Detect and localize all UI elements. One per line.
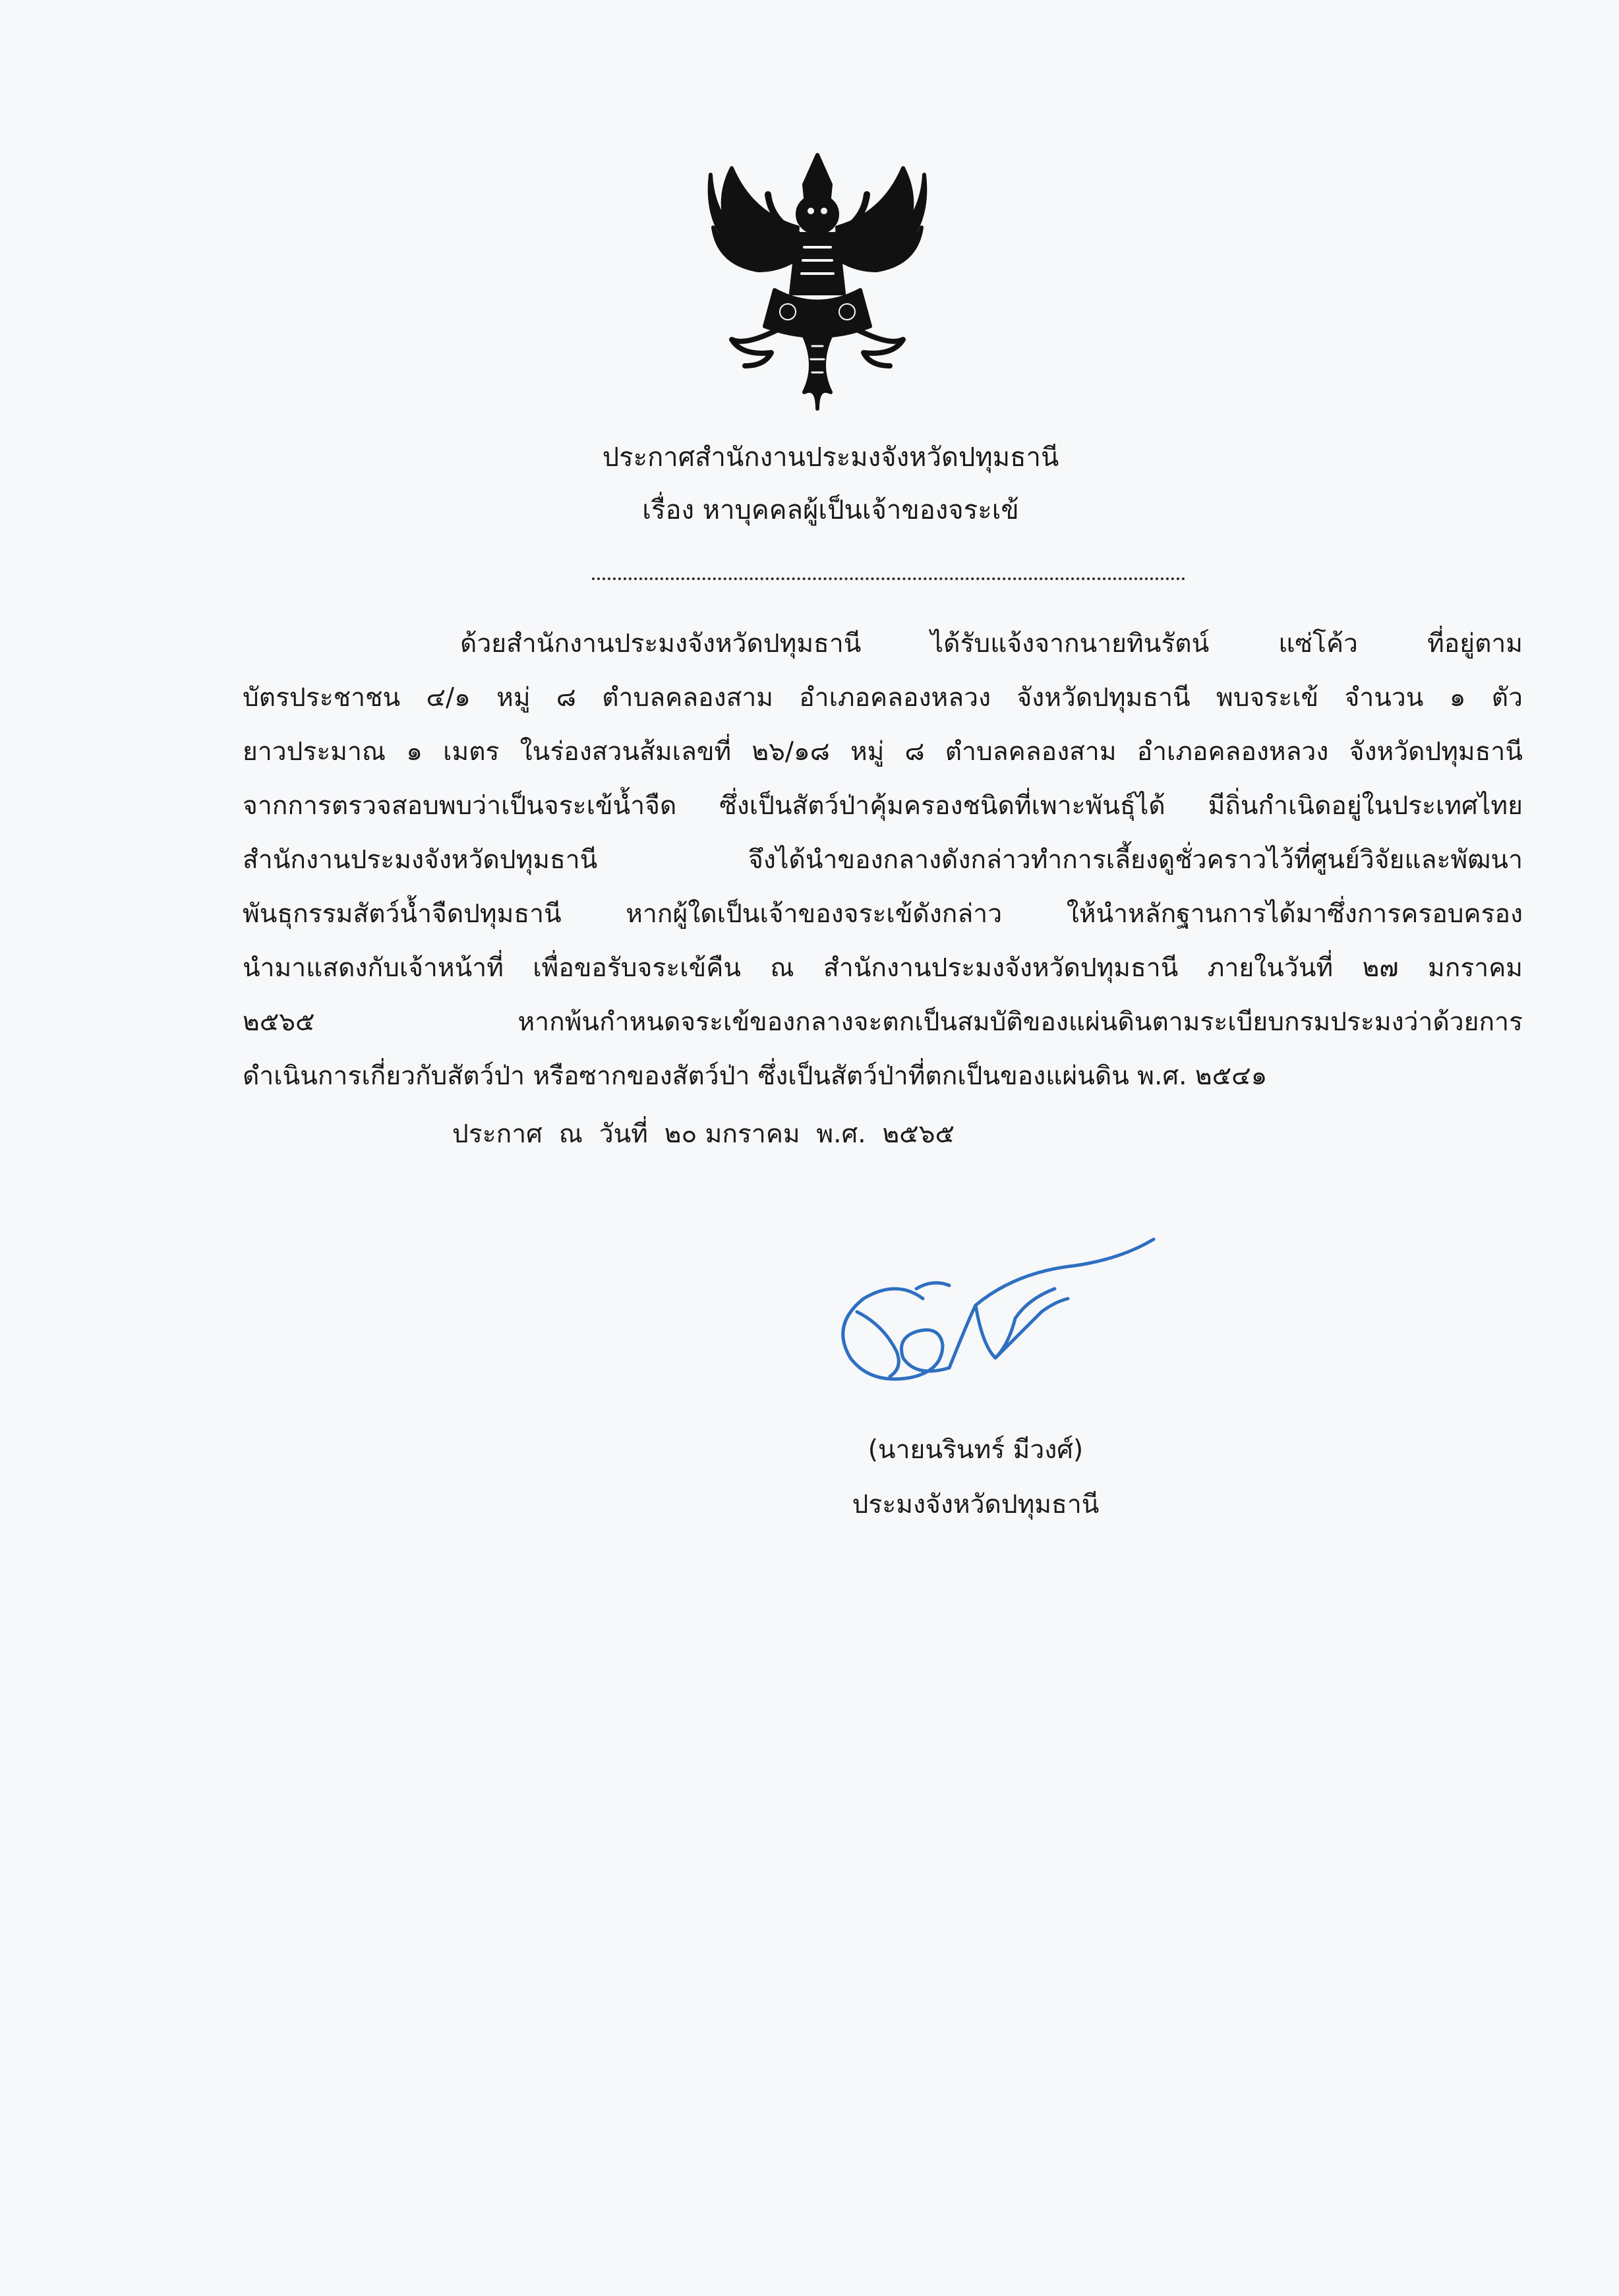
signer-name: (นายนรินทร์ มีวงศ์) (868, 1435, 1084, 1465)
dotted-divider (592, 577, 1185, 580)
handwritten-signature-icon (817, 1226, 1160, 1424)
body-line: ด้วยสำนักงานประมงจังหวัดปทุมธานี ได้รับแจ้งจากนายทินรัตน์ แซ่โค้ว ที่อยู่ตาม (460, 629, 1523, 659)
body-line: บัตรประชาชน ๔/๑ หมู่ ๘ ตำบลคลองสาม อำเภอคลองหลวง จังหวัดปทุมธานี พบจระเข้ จำนวน ๑ ตัว (243, 683, 1523, 713)
announcement-date: ประกาศ ณ วันที่ ๒๐ มกราคม พ.ศ. ๒๕๖๕ (452, 1119, 955, 1149)
body-line: นำมาแสดงกับเจ้าหน้าที่ เพื่อขอรับจระเข้คืน ณ สำนักงานประมงจังหวัดปทุมธานี ภายในวันที่ ๒๗ มกราคม (243, 953, 1523, 983)
signer-position: ประมงจังหวัดปทุมธานี (852, 1490, 1100, 1519)
body-line: ยาวประมาณ ๑ เมตร ในร่องสวนส้มเลขที่ ๒๖/๑๘ หมู่ ๘ ตำบลคลองสาม อำเภอคลองหลวง จังหวัดปทุมธานี (243, 737, 1523, 767)
garuda-emblem-icon (705, 148, 929, 412)
body-line: พันธุกรรมสัตว์น้ำจืดปทุมธานี หากผู้ใดเป็นเจ้าของจระเข้ดังกล่าว ให้นำหลักฐานการได้มาซึ่งการครอบครอง (243, 899, 1523, 929)
announcement-subject: เรื่อง หาบุคคลผู้เป็นเจ้าของจระเข้ (642, 495, 1019, 525)
body-line: สำนักงานประมงจังหวัดปทุมธานี จึงได้นำของกลางดังกล่าวทำการเลี้ยงดูชั่วคราวไว้ที่ศูนย์วิจัยและพัฒนา (243, 845, 1523, 875)
body-line: ๒๕๖๕ หากพ้นกำหนดจระเข้ของกลางจะตกเป็นสมบัติของแผ่นดินตามระเบียบกรมประมงว่าด้วยการ (243, 1007, 1523, 1037)
announcement-title: ประกาศสำนักงานประมงจังหวัดปทุมธานี (602, 442, 1059, 473)
body-line: จากการตรวจสอบพบว่าเป็นจระเข้น้ำจืด ซึ่งเป็นสัตว์ป่าคุ้มครองชนิดที่เพาะพันธุ์ได้ มีถิ่นกำเนิดอยู่ในประเทศไทย (243, 791, 1523, 821)
body-line: ดำเนินการเกี่ยวกับสัตว์ป่า หรือซากของสัตว์ป่า ซึ่งเป็นสัตว์ป่าที่ตกเป็นของแผ่นดิน พ.ศ. ๒๕๔๑ (243, 1061, 1268, 1091)
